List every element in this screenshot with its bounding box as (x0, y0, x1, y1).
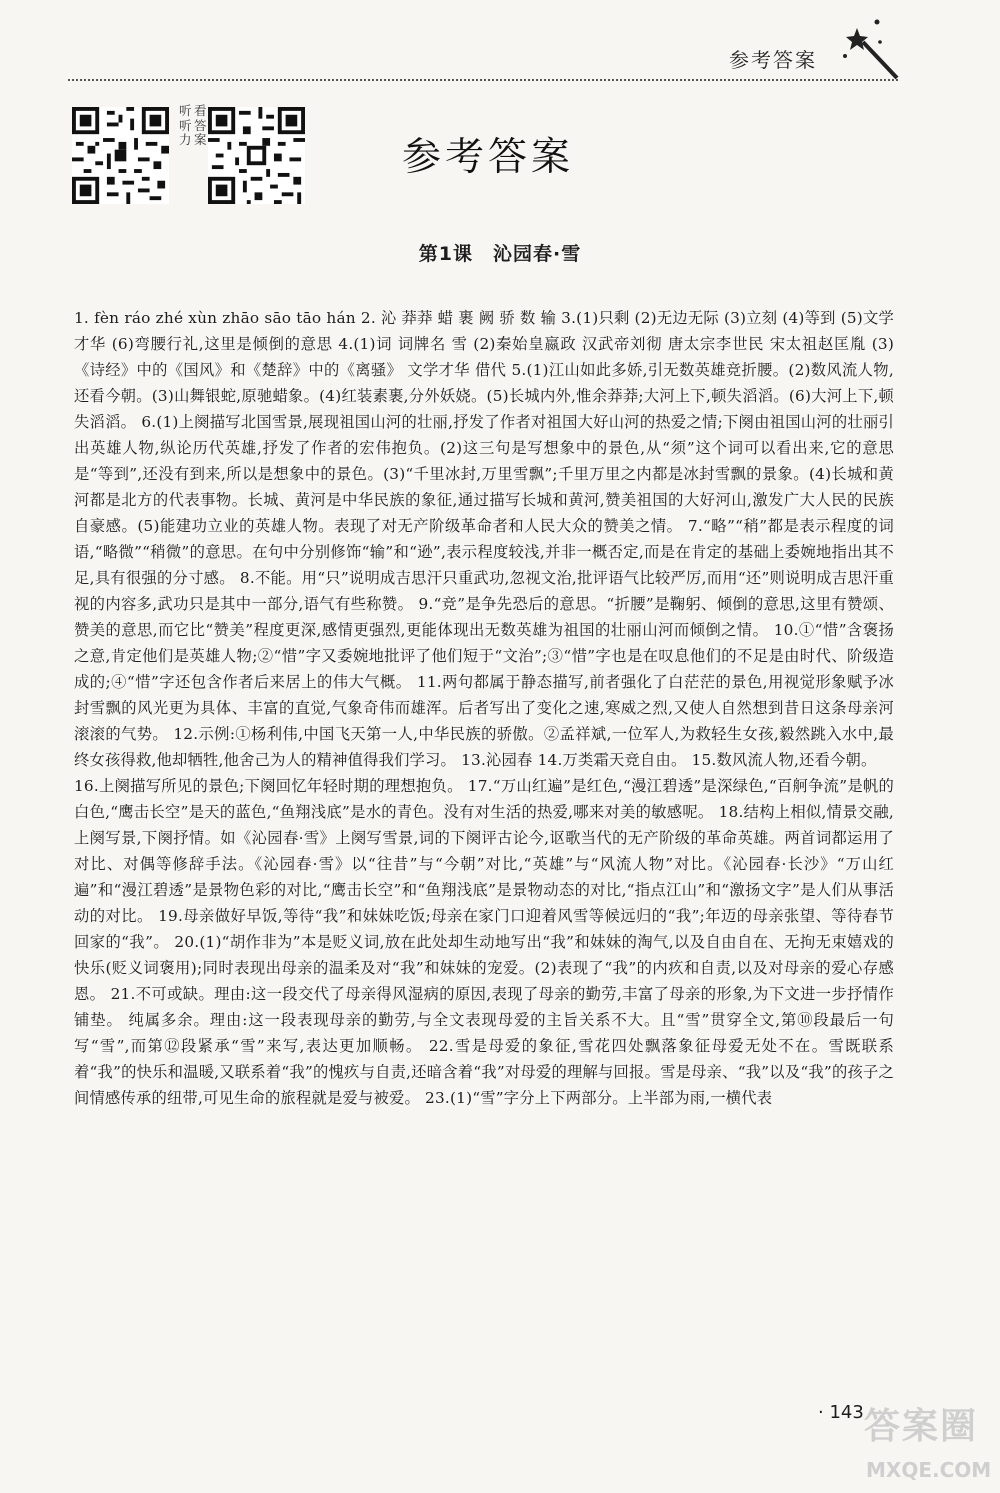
header-label: 参考答案 (729, 48, 817, 72)
answer-body (74, 305, 894, 1111)
watermark-text: 答案圈 (864, 1406, 979, 1447)
magic-wand-icon (835, 12, 905, 82)
answer-paragraph: 16.上阕描写所见的景色;下阕回忆年轻时期的理想抱负。 17.“万山红遍”是红色,“漫江碧透”是深绿色,“百舸争流”是帆的白色,“鹰击长空”是天的蓝色,“鱼翔浅底”是水的青色。没有对生活的热爱,哪来对美的敏感呢。 18.结构上相似,情景交融,上阕写景,下阕抒情。如《沁园春·雪》上阕写雪景,词的下阕评古论今,讴歌当代的无产阶级的革命英雄。两首词都运用了对比、对偶等修辞手法。《沁园春·雪》以“往昔”与“今朝”对比,“英雄”与“风流人物”对比。《沁园春·长沙》“万山红遍”和“漫江碧透”是景物色彩的对比,“鹰击长空”和“鱼翔浅底”是景物动态的对比,“指点江山”和“激扬文字”是人们从事活动的对比。 19.母亲做好早饭,等待“我”和妹妹吃饭;母亲在家门口迎着风雪等候远归的“我”;年迈的母亲张望、等待春节回家的“我”。 20.(1)“胡作非为”本是贬义词,放在此处却生动地写出“我”和妹妹的淘气,以及自由自在、无拘无束嬉戏的快乐(贬义词褒用);同时表现出母亲的温柔及对“我”和妹妹的宠爱。(2)表现了“我”的内疚和自责,以及对母亲的爱心存感恩。 21.不可或缺。理由:这一段交代了母亲得风湿病的原因,表现了母亲的勤劳,丰富了母亲的形象,为下文进一步抒情作铺垫。 纯属多余。理由:这一段表现母亲的勤劳,与全文表现母爱的主旨关系不大。且“雪”贯穿全文,第⑩段最后一句写“雪”,而第⑫段紧承“雪”来写,表达更加顺畅。 22.雪是母爱的象征,雪花四处飘落象征母爱无处不在。雪既联系着“我”的快乐和温暖,又联系着“我”的愧疚与自责,还暗含着“我”对母爱的理解与回报。雪是母亲、“我”以及“我”的孩子之间情感传承的纽带,可见生命的旅程就是爱与被爱。 23.(1)“雪”字分上下两部分。上半部为雨,一横代表 (74, 777, 894, 1107)
page-title: 参考答案 (401, 135, 574, 180)
watermark-url: MXQE.COM (866, 1458, 992, 1482)
header-divider (68, 79, 898, 81)
qr-code-icon (208, 107, 305, 204)
watermark-logo (860, 1398, 990, 1490)
page-number: · 143 · (818, 1402, 876, 1423)
listen-label: 听听力 (179, 103, 192, 147)
qr-code-icon (72, 107, 169, 204)
lesson-heading: 第1课 沁园春·雪 (418, 243, 582, 265)
answer-paragraph: 1. fèn ráo zhé xùn zhāo sāo tāo hán 2. 沁 莽莽 蜡 裹 阙 骄 数 输 3.(1)只剩 (2)无边无际 (3)立刻 (4)等到 (5)文学才华 (6)弯腰行礼,这里是倾倒的意思 4.(1)词 词牌名 雪 (2)秦始皇嬴政 汉武帝刘彻 唐太宗李世民 宋太祖赵匡胤 (3)《诗经》中的《国风》和《楚辞》中的《离骚》 文学才华 借代 5.(1)江山如此多娇,引无数英雄竞折腰。(2)数风流人物,还看今朝。(3)山舞银蛇,原驰蜡象。(4)红装素裹,分外妖娆。(5)长城内外,惟余莽莽;大河上下,顿失滔滔。(6)大河上下,顿失滔滔。 6.(1)上阕描写北国雪景,展现祖国山河的壮丽,抒发了作者对祖国大好山河的热爱之情;下阕由祖国山河的壮丽引出英雄人物,纵论历代英雄,抒发了作者的宏伟抱负。(2)这三句是写想象中的景色,从“须”这个词可以看出来,它的意思是“等到”,还没有到来,所以是想象中的景色。(3)“千里冰封,万里雪飘”;千里万里之内都是冰封雪飘的景象。(4)长城和黄河都是北方的代表事物。长城、黄河是中华民族的象征,通过描写长城和黄河,赞美祖国的大好河山,激发广大人民的民族自豪感。(5)能建功立业的英雄人物。表现了对无产阶级革命者和人民大众的赞美之情。 7.“略”“稍”都是表示程度的词语,“略微”“稍微”的意思。在句中分别修饰“输”和“逊”,表示程度较浅,并非一概否定,而是在肯定的基础上委婉地指出其不足,具有很强的分寸感。 8.不能。用“只”说明成吉思汗只重武功,忽视文治,批评语气比较严厉,而用“还”则说明成吉思汗重视的内容多,武功只是其中一部分,语气有些称赞。 9.“竞”是争先恐后的意思。“折腰”是鞠躬、倾倒的意思,这里有赞颂、赞美的意思,而它比“赞美”程度更深,感情更强烈,更能体现出无数英雄为祖国的壮丽山河而倾倒之情。 10.①“惜”含褒扬之意,肯定他们是英雄人物;②“惜”字又委婉地批评了他们短于“文治”;③“惜”字也是在叹息他们的不足是由时代、阶级造成的;④“惜”字还包含作者后来居上的伟大气概。 11.两句都属于静态描写,前者强化了白茫茫的景色,用视觉形象赋予冰封雪飘的风光更为具体、丰富的直觉,气象奇伟而雄浑。后者写出了变化之速,寒威之烈,又使人自然想到昔日这条母亲河滚滚的气势。 12.示例:①杨利伟,中国飞天第一人,中华民族的骄傲。②孟祥斌,一位军人,为救轻生女孩,毅然跳入水中,最终女孩得救,他却牺牲,他舍己为人的精神值得我们学习。 13.沁园春 14.万类霜天竞自由。 15.数风流人物,还看今朝。 (74, 309, 894, 769)
answer-label: 看答案 (194, 103, 207, 147)
